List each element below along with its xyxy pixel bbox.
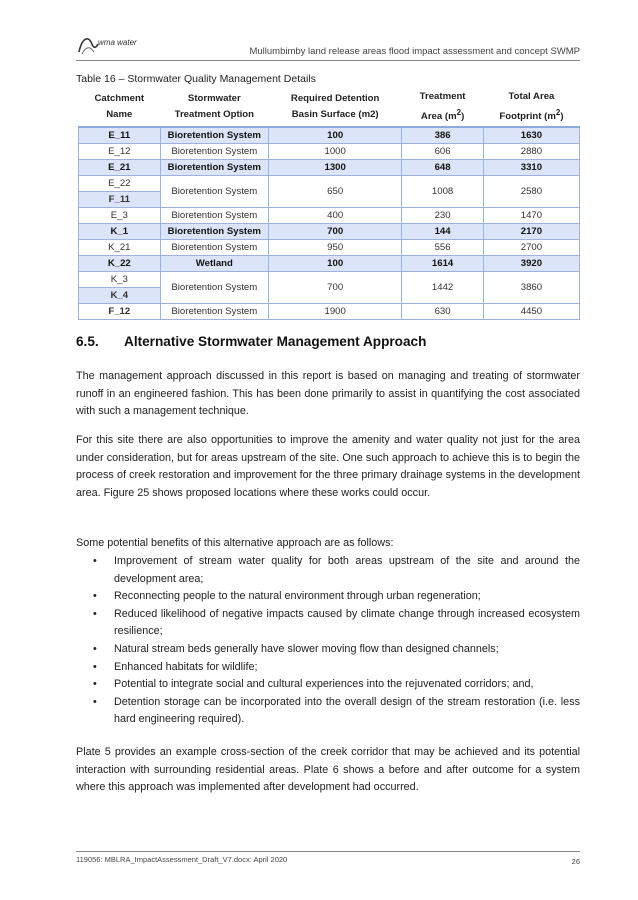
cell-footprint: 2700 <box>483 240 579 256</box>
cell-area: 630 <box>402 304 484 320</box>
cell-option: Bioretention System <box>160 304 268 320</box>
cell-option: Bioretention System <box>160 208 268 224</box>
list-item: • Reconnecting people to the natural environment through urban regeneration; <box>76 588 580 606</box>
bullet-icon: • <box>93 660 97 673</box>
paragraph-4: Plate 5 provides an example cross-section of the creek corridor that may be achieved and its potential interaction with surrounding residential areas. Plate 6 shows a before and after outcome for a system where this approach was implemented after development had occurred. <box>76 746 580 794</box>
cell-footprint: 2580 <box>483 176 579 208</box>
cell-footprint: 2880 <box>483 144 579 160</box>
logo-text: wma water <box>98 38 137 47</box>
cell-catchment: E_22 <box>79 176 161 192</box>
cell-required: 700 <box>269 272 402 304</box>
cell-catchment: K_4 <box>79 288 161 304</box>
cell-required: 700 <box>269 224 402 240</box>
stormwater-table <box>78 88 580 320</box>
list-item: • Natural stream beds generally have slower moving flow than designed channels; <box>76 641 580 659</box>
cell-required: 650 <box>269 176 402 208</box>
table-header-row <box>79 88 580 127</box>
bullet-icon: • <box>93 695 97 708</box>
cell-footprint: 4450 <box>483 304 579 320</box>
list-item: • Potential to integrate social and cultural experiences into the rejuvenated corridors; and, <box>76 676 580 694</box>
cell-option: Wetland <box>160 256 268 272</box>
cell-area: 1442 <box>402 272 484 304</box>
cell-area: 648 <box>402 160 484 176</box>
document-title: Mullumbimby land release areas flood impact assessment and concept SWMP <box>249 46 580 57</box>
cell-option: Bioretention System <box>160 272 268 304</box>
bullet-icon: • <box>93 642 97 655</box>
cell-required: 1000 <box>269 144 402 160</box>
cell-option: Bioretention System <box>160 160 268 176</box>
table-row <box>79 144 580 160</box>
cell-area: 556 <box>402 240 484 256</box>
header-footprint: Total Area Footprint $(m^2)$ <box>483 88 579 127</box>
cell-required: 100 <box>269 127 402 144</box>
section-number: 6.5. <box>76 334 99 349</box>
cell-required: 950 <box>269 240 402 256</box>
cell-catchment: E_3 <box>79 208 161 224</box>
cell-catchment: E_12 <box>79 144 161 160</box>
header-option: Stormwater Treatment Option <box>160 88 268 127</box>
table-row <box>79 208 580 224</box>
bullet-icon: • <box>93 607 97 620</box>
table-row <box>79 176 580 192</box>
cell-area: 144 <box>402 224 484 240</box>
benefits-list <box>76 553 580 729</box>
table-row <box>79 224 580 240</box>
header-catchment: Catchment Name <box>79 88 161 127</box>
cell-area: 1614 <box>402 256 484 272</box>
cell-catchment: K_3 <box>79 272 161 288</box>
cell-area: 230 <box>402 208 484 224</box>
paragraph-3: Some potential benefits of this alternative approach are as follows: <box>76 537 394 549</box>
cell-required: 400 <box>269 208 402 224</box>
paragraph-2: For this site there are also opportunities to improve the amenity and water quality not just for the area under consideration, but for areas upstream of the site. One such approach to achieve this is to begin the process of creek restoration and improvement for the three primary drainage systems in the development area. Figure 25 shows proposed locations where these works could occur. <box>76 434 580 499</box>
list-item: • Improvement of stream water quality for both areas upstream of the site and around the development area; <box>93 555 580 585</box>
table-row <box>79 127 580 144</box>
cell-required: 1900 <box>269 304 402 320</box>
cell-option: Bioretention System <box>160 144 268 160</box>
table-row <box>79 304 580 320</box>
page-number: 26 <box>571 857 580 866</box>
table-row <box>79 256 580 272</box>
cell-footprint: 3310 <box>483 160 579 176</box>
cell-catchment: F_11 <box>79 192 161 208</box>
company-logo <box>76 32 186 56</box>
list-item: • Enhanced habitats for wildlife; <box>76 659 580 677</box>
table-caption: Table 16 – Stormwater Quality Management Details <box>76 73 316 85</box>
cell-required: 1300 <box>269 160 402 176</box>
footer-doc-ref: 119056: MBLRA_ImpactAssessment_Draft_V7.docx: April 2020 <box>76 855 288 864</box>
list-item: • Reduced likelihood of negative impacts caused by climate change through increased ecosystem resilience; <box>93 607 580 638</box>
cell-catchment: E_21 <box>79 160 161 176</box>
section-title: Alternative Stormwater Management Approach <box>124 334 427 349</box>
cell-catchment: K_22 <box>79 256 161 272</box>
cell-option: Bioretention System <box>160 127 268 144</box>
table-row <box>79 240 580 256</box>
footer-divider <box>76 851 580 852</box>
cell-footprint: 3860 <box>483 272 579 304</box>
cell-catchment: E_11 <box>79 127 161 144</box>
list-item: • Detention storage can be incorporated into the overall design of the stream restoration (i.e. less hard engineering required). <box>93 695 580 726</box>
cell-option: Bioretention System <box>160 224 268 240</box>
header-area: Treatment Area $(m^2)$ <box>402 88 484 127</box>
cell-footprint: 2170 <box>483 224 579 240</box>
table-row <box>79 160 580 176</box>
cell-required: 100 <box>269 256 402 272</box>
page-header <box>76 38 580 61</box>
bullet-icon: • <box>93 678 97 691</box>
cell-footprint: 3920 <box>483 256 579 272</box>
cell-catchment: K_21 <box>79 240 161 256</box>
cell-area: 1008 <box>402 176 484 208</box>
cell-option: Bioretention System <box>160 240 268 256</box>
paragraph-1: The management approach discussed in this report is based on managing and treating of stormwater runoff in an engineered fashion. This has been done primarily to assist in quantifying the cost associated with such a management technique. <box>76 370 580 418</box>
cell-option: Bioretention System <box>160 176 268 208</box>
cell-catchment: K_1 <box>79 224 161 240</box>
header-required: Required Detention Basin Surface (m2) <box>269 88 402 127</box>
section-heading <box>76 334 426 349</box>
cell-footprint: 1470 <box>483 208 579 224</box>
cell-area: 386 <box>402 127 484 144</box>
table-row <box>79 272 580 288</box>
cell-catchment: F_12 <box>79 304 161 320</box>
cell-footprint: 1630 <box>483 127 579 144</box>
cell-area: 606 <box>402 144 484 160</box>
bullet-icon: • <box>93 555 97 567</box>
bullet-icon: • <box>93 590 97 603</box>
